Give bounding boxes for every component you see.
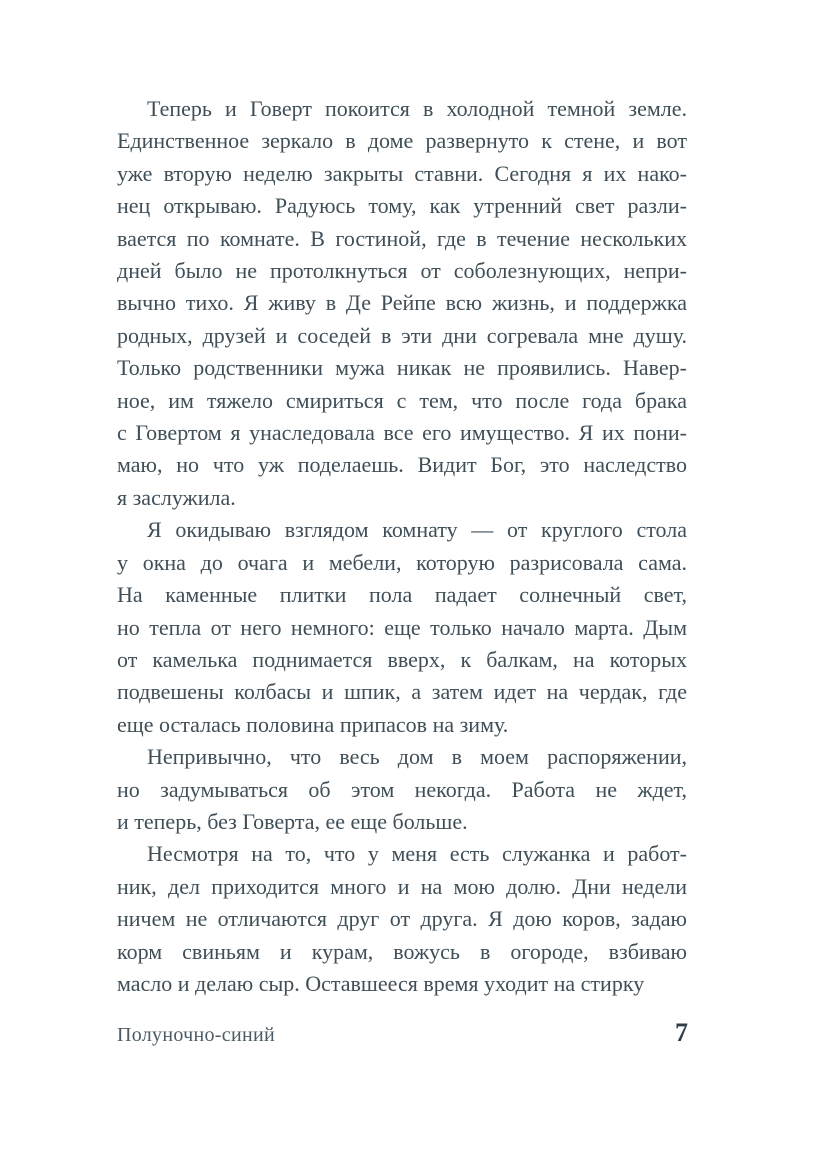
text-line: и теперь, без Говерта, ее еще больше. xyxy=(117,808,468,834)
text-line: я заслужила. xyxy=(117,484,236,510)
text-line: уже вторую неделю закрыты ставни. Сегодня я их нако- xyxy=(117,160,687,186)
text-line: родных, друзей и соседей в эти дни согревала мне душу. xyxy=(117,322,687,348)
text-line: корм свиньям и курам, вожусь в огороде, взбиваю xyxy=(117,938,687,964)
text-line: Только родственники мужа никак не проявились. Навер- xyxy=(117,355,687,381)
text-line: но тепла от него немного: еще только начало марта. Дым xyxy=(117,614,687,640)
text-line: ничем не отличаются друг от друга. Я дою коров, задаю xyxy=(117,906,687,932)
text-line: дней было не протолкнуться от соболезнующих, непри- xyxy=(117,258,687,284)
text-line: от камелька поднимается вверх, к балкам, на которых xyxy=(117,646,687,672)
paragraph xyxy=(117,514,687,741)
paragraph xyxy=(117,741,687,838)
running-title: Полуночно-синий xyxy=(117,1024,275,1046)
text-line: вается по комнате. В гостиной, где в течение нескольких xyxy=(117,225,687,251)
text-line: подвешены колбасы и шпик, а затем идет на чердак, где xyxy=(117,679,687,705)
text-line: Непривычно, что весь дом в моем распоряжении, xyxy=(147,744,687,770)
text-line: нец открываю. Радуюсь тому, как утренний свет разли- xyxy=(117,193,687,219)
page-number: 7 xyxy=(675,1018,688,1047)
text-line: ное, им тяжело смириться с тем, что после года брака xyxy=(117,387,687,413)
text-line: масло и делаю сыр. Оставшееся время уходит на стирку xyxy=(117,970,645,996)
page-body xyxy=(117,93,687,1000)
text-line: но задумываться об этом некогда. Работа не ждет, xyxy=(117,776,687,802)
paragraph xyxy=(117,838,687,1000)
text-line: Я окидываю взглядом комнату — от круглого стола xyxy=(147,517,687,543)
text-line: На каменные плитки пола падает солнечный свет, xyxy=(117,582,687,608)
text-line: Несмотря на то, что у меня есть служанка и работ- xyxy=(147,841,687,867)
text-line: еще осталась половина припасов на зиму. xyxy=(117,711,509,737)
text-line: с Говертом я унаследовала все его имущество. Я их пони- xyxy=(117,420,687,446)
text-line: Единственное зеркало в доме развернуто к стене, и вот xyxy=(117,128,687,154)
text-line: маю, но что уж поделаешь. Видит Бог, это наследство xyxy=(117,452,687,478)
text-line: у окна до очага и мебели, которую разрисовала сама. xyxy=(117,549,687,575)
text-line: Теперь и Говерт покоится в холодной темной земле. xyxy=(147,96,687,121)
page-footer xyxy=(117,1018,688,1048)
text-line: вычно тихо. Я живу в Де Рейпе всю жизнь, и поддержка xyxy=(117,290,687,316)
text-line: ник, дел приходится много и на мою долю. Дни недели xyxy=(117,873,687,899)
paragraph xyxy=(117,93,687,514)
